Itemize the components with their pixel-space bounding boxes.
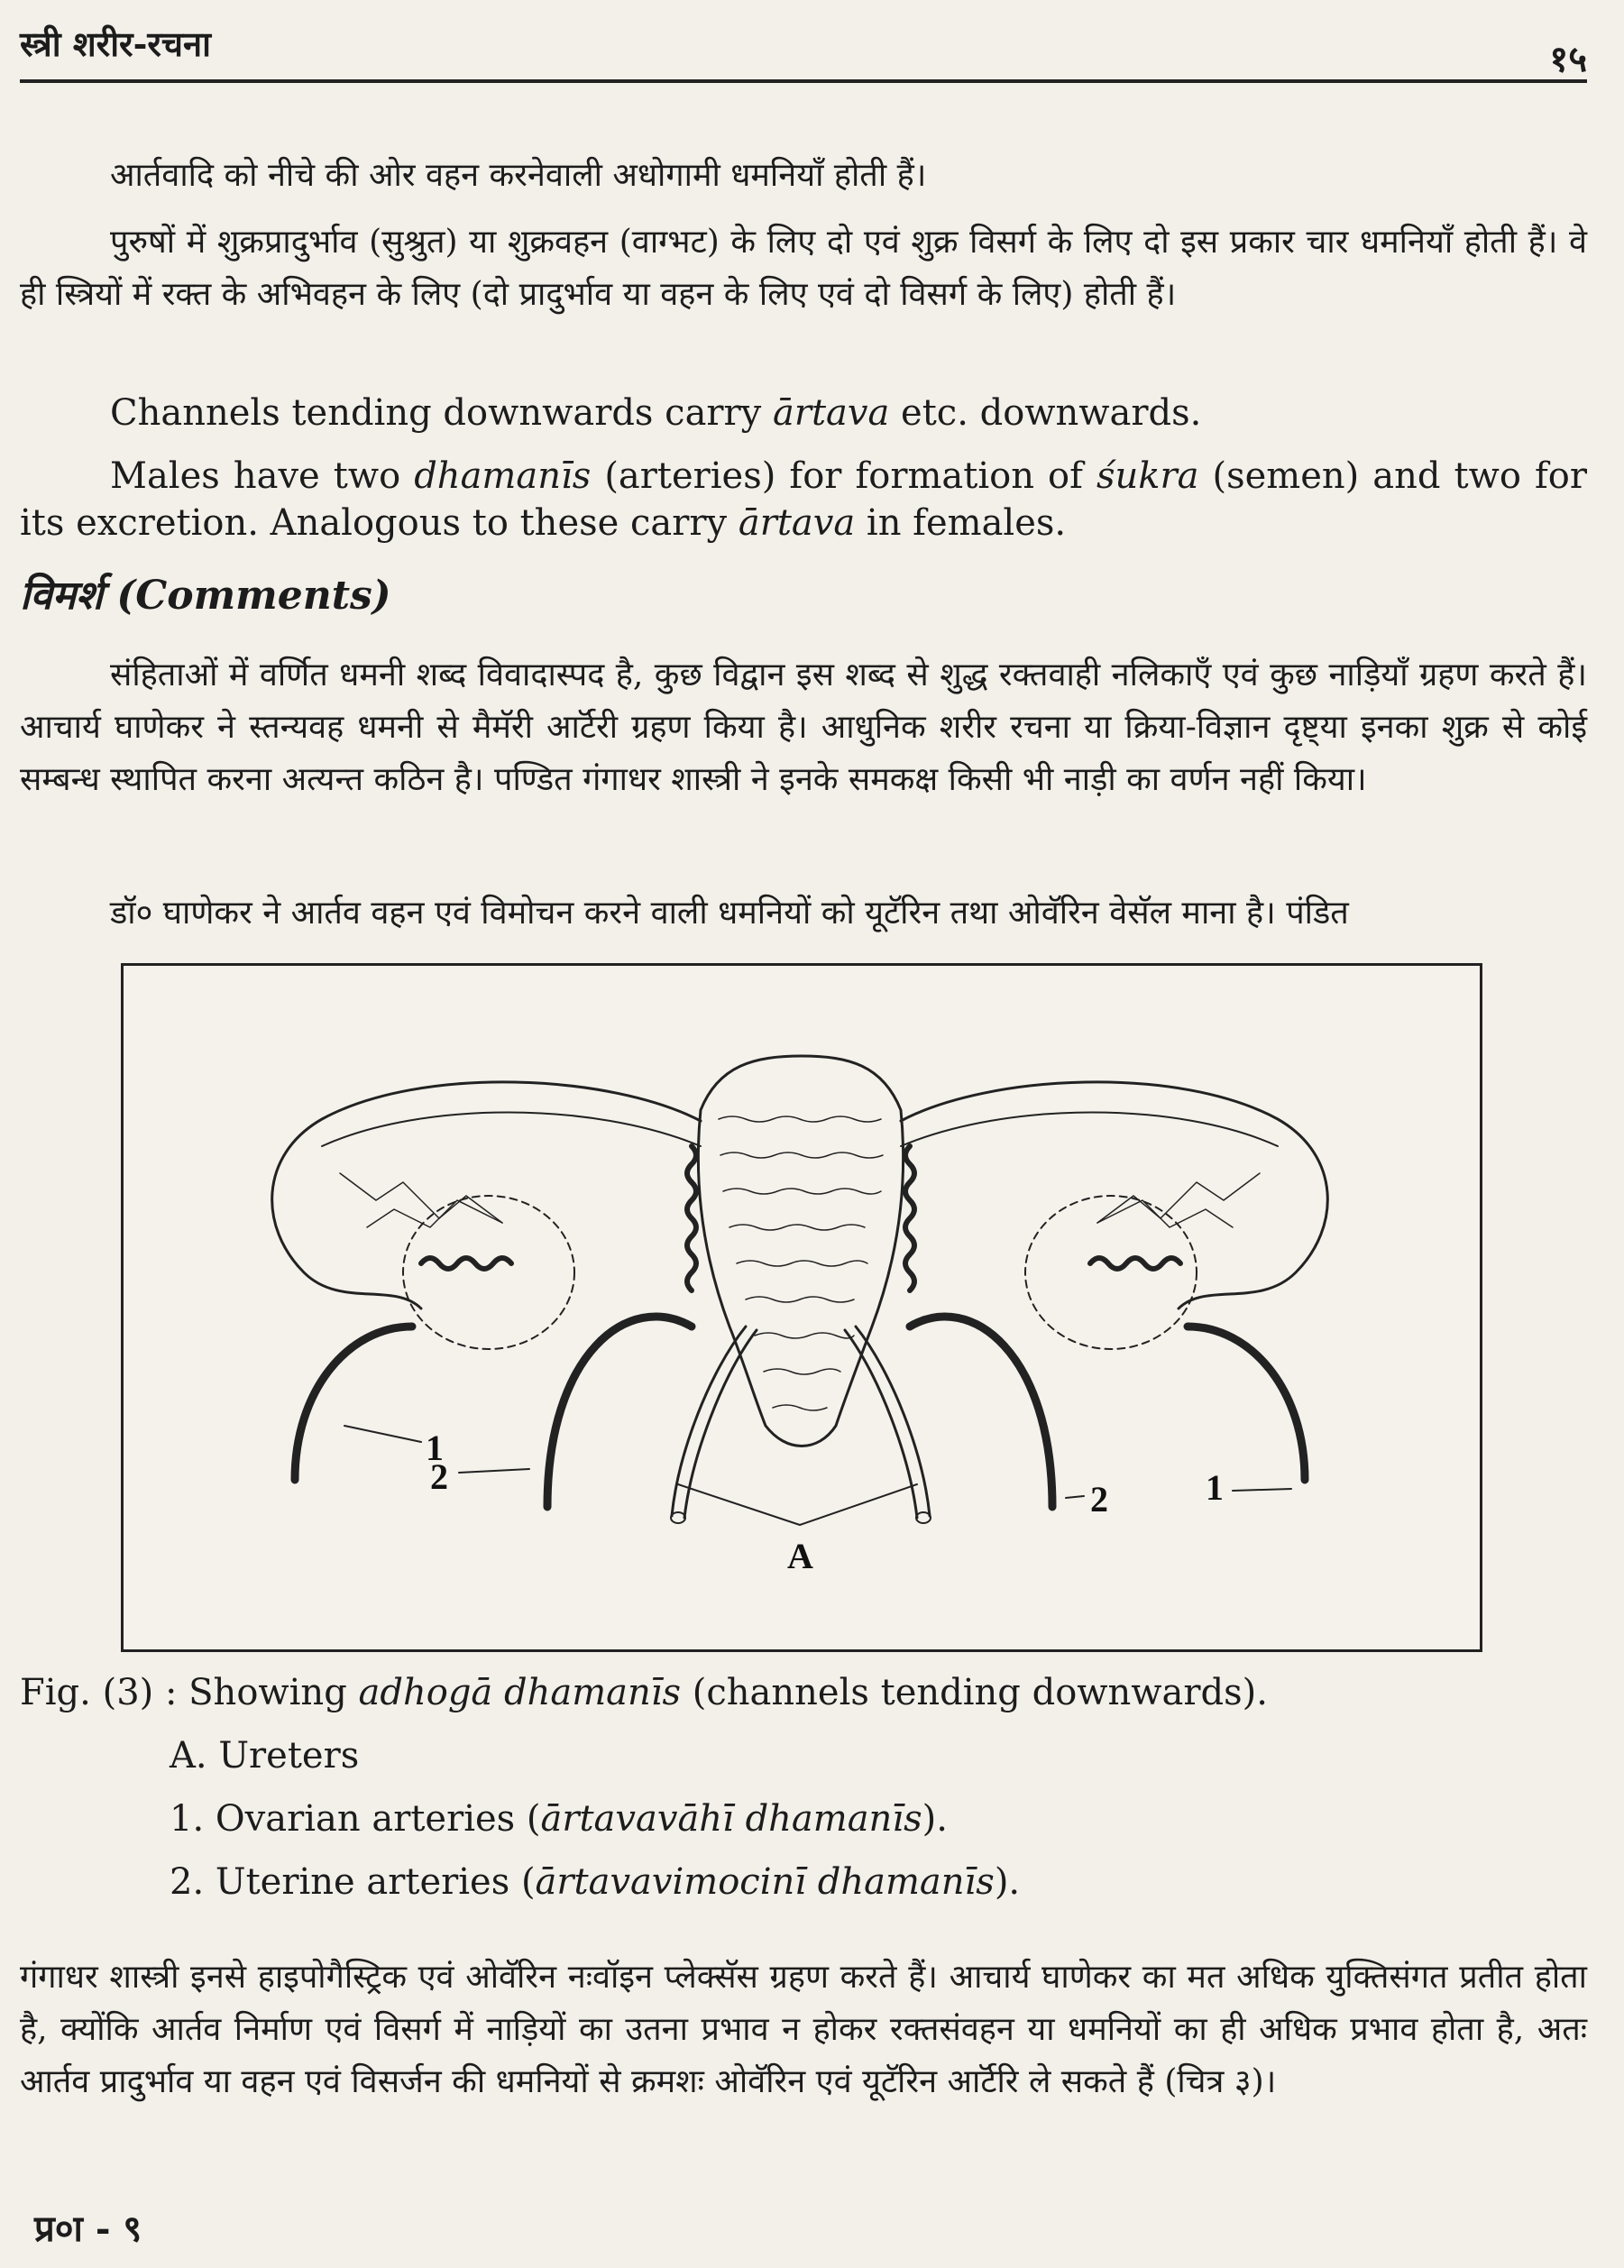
left-uterine-artery [547, 1317, 692, 1507]
label-right-2: 2 [1090, 1479, 1108, 1520]
paragraph-3: संहिताओं में वर्णित धमनी शब्द विवादास्पद है, कुछ विद्वान इस शब्द से शुद्ध रक्तवाही नलिकाएँ एवं कुछ नाड़ियाँ ग्रहण करते हैं। आचार्य घाणेकर ने स्तन्यवह धमनी से मैमॅरी आर्टॅरी ग्रहण किया है। आधुनिक शरीर रचना या क्रिया-विज्ञान दृष्ट्या इनका शुक्र से कोई सम्बन्ध स्थापित करना अत्यन्त कठिन है। पण्डित गंगाधर शास्त्री ने इनके समकक्ष किसी भी नाड़ी का वर्णन नहीं किया। [20, 657, 1587, 798]
running-title: स्त्री शरीर-रचना [20, 23, 211, 64]
running-header [20, 16, 1587, 83]
uterus-body [698, 1056, 903, 1446]
comments-heading: विमर्श (Comments) [20, 573, 391, 619]
signature-mark: प्र०ा - ९ [34, 2208, 142, 2250]
left-ovary [403, 1196, 574, 1349]
english-paragraph-2: Males have two dhamanīs (arteries) for formation of śukra (semen) and two for its excretion. Analogous to these carry ārtava in females. [20, 455, 1587, 544]
label-right-1: 1 [1206, 1467, 1224, 1508]
right-ovary [1025, 1196, 1197, 1349]
right-uterine-artery [910, 1317, 1052, 1507]
left-ovarian-artery [295, 1327, 412, 1480]
label-ureters: A [787, 1536, 813, 1576]
paragraph-5: गंगाधर शास्त्री इनसे हाइपोगैस्ट्रिक एवं ओवॅरिन नःवॉइन प्लेक्सॅस ग्रहण करते हैं। आचार्य घाणेकर का मत अधिक युक्तिसंगत प्रतीत होता है, क्योंकि आर्तव निर्माण एवं विसर्ग में नाड़ियों का उतना प्रभाव न होकर रक्तसंवहन या धमनियों का ही अधिक प्रभाव होता है, अतः आर्तव प्रादुर्भाव या वहन एवं विसर्जन की धमनियों से क्रमशः ओवॅरिन एवं यूटॅरिन आर्टॅरि ले सकते हैं (चित्र ३)। [20, 1959, 1587, 2100]
paragraph-4: डॉ० घाणेकर ने आर्तव वहन एवं विमोचन करने वाली धमनियों को यूटॅरिन तथा ओवॅरिन वेसॅल माना है। पंडित [110, 895, 1349, 932]
caption-item-a: A. Ureters [170, 1735, 360, 1777]
paragraph-1: आर्तवादि को नीचे की ओर वहन करनेवाली अधोगामी धमनियाँ होती हैं। [110, 157, 927, 194]
english-paragraph-1: Channels tending downwards carry ārtava etc. downwards. [110, 392, 1202, 434]
right-ovarian-artery [1188, 1327, 1305, 1480]
page-number: १५ [1549, 38, 1587, 80]
caption-item-2: 2. Uterine arteries (ārtavavimocinī dhamanīs). [170, 1861, 1021, 1903]
label-left-1: 1 [426, 1428, 444, 1468]
uterus-arteries-illustration [124, 966, 1480, 1649]
label-left-2: 2 [430, 1456, 448, 1497]
caption-item-1: 1. Ovarian arteries (ārtavavāhī dhamanīs). [170, 1798, 948, 1840]
paragraph-2: पुरुषों में शुक्रप्रादुर्भाव (सुश्रुत) या शुक्रवहन (वाग्भट) के लिए दो एवं शुक्र विसर्ग के लिए दो इस प्रकार चार धमनियाँ होती हैं। वे ही स्त्रियों में रक्त के अभिवहन के लिए (दो प्रादुर्भाव या वहन के लिए एवं दो विसर्ग के लिए) होती हैं। [20, 224, 1587, 313]
figure-caption: Fig. (3) : Showing adhogā dhamanīs (channels tending downwards). [20, 1672, 1268, 1713]
figure-box [121, 963, 1482, 1652]
